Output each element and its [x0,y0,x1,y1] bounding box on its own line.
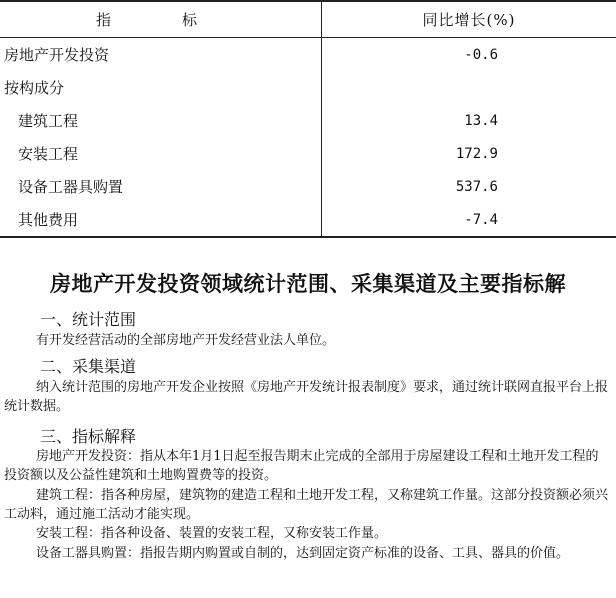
row-value [322,71,616,104]
section-heading-scope: 一、统计范围 [40,310,137,329]
table-row [0,170,616,203]
definition-investment: 房地产开发投资：指从本年1月1日起至报告期末止完成的全部用于房屋建设工程和土地开发工程的投资额以及公益性建筑和土地购置费等的投资。 [4,449,599,483]
section-heading-channel: 二、采集渠道 [40,357,137,376]
header-indicator: 指 标 [0,1,322,38]
row-value: 13.4 [464,112,498,129]
table-row [0,38,616,72]
scope-paragraph: 有开发经营活动的全部房地产开发经营业法人单位。 [36,333,336,348]
row-label: 设备工器具购置 [0,170,322,203]
row-value: 172.9 [455,145,498,162]
row-value: 537.6 [455,178,498,195]
row-value: -0.6 [464,46,498,63]
row-label: 房地产开发投资 [0,38,322,72]
definition-equipment: 设备工器具购置：指报告期内购置或自制的，达到固定资产标准的设备、工具、器具的价值。 [36,546,570,561]
table-header-row [0,1,616,38]
section-heading-definitions: 三、指标解释 [40,427,137,446]
row-label: 按构成分 [0,71,322,104]
definition-construction: 建筑工程：指各种房屋，建筑物的建造工程和土地开发工程，又称建筑工作量。这部分投资额必须兴工动料，通过施工活动才能实现。 [4,488,609,522]
growth-table [0,0,616,238]
channel-paragraph: 纳入统计范围的房地产开发企业按照《房地产开发统计报表制度》要求，通过统计联网直报平台上报统计数据。 [4,380,609,414]
row-value: -7.4 [322,203,616,237]
row-label: 建筑工程 [0,104,322,137]
definition-installation: 安装工程：指各种设备、装置的安装工程，又称安装工作量。 [36,526,388,541]
table-row [0,203,616,237]
row-label: 安装工程 [0,137,322,170]
table-row [0,104,616,137]
document-title: 房地产开发投资领域统计范围、采集渠道及主要指标解 [50,271,566,296]
header-yoy-growth: 同比增长(%) [322,1,616,38]
table-row [0,137,616,170]
row-label: 其他费用 [0,203,322,237]
table-row [0,71,616,104]
